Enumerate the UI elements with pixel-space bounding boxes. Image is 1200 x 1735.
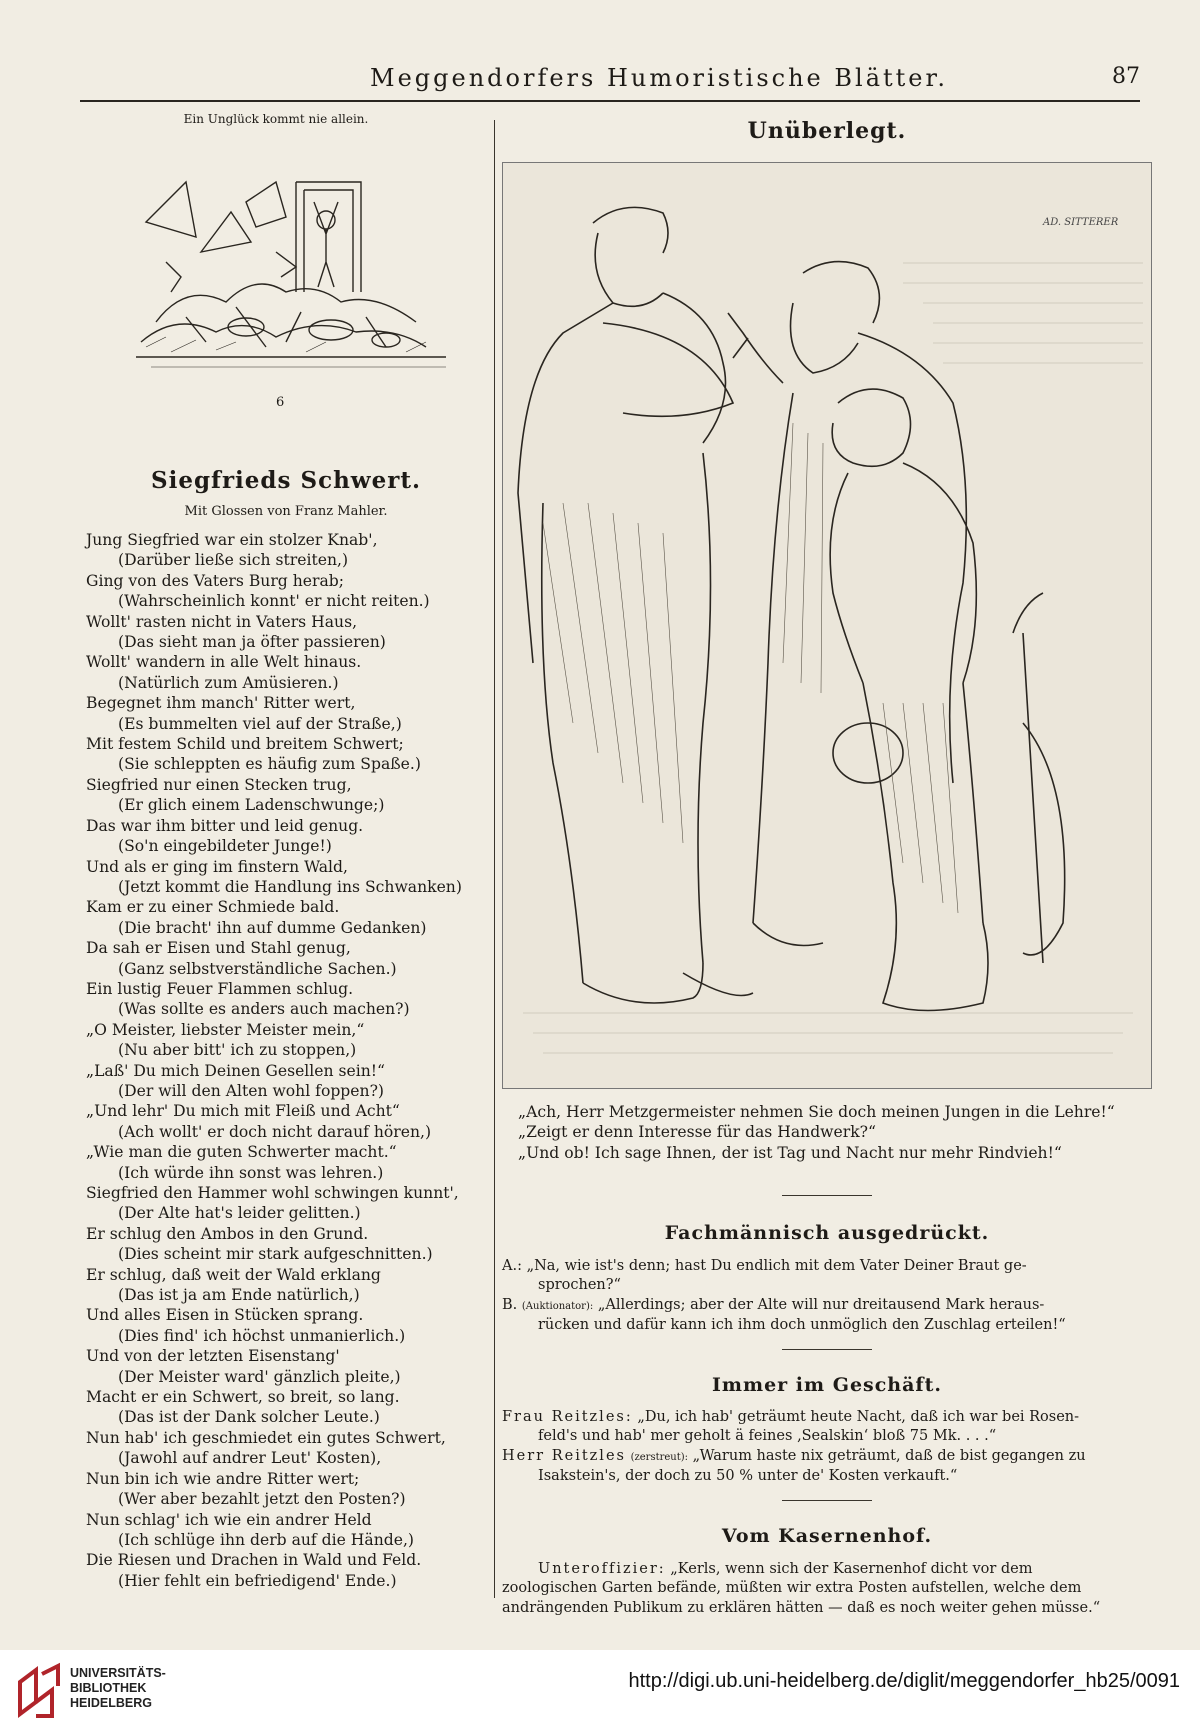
poem-line: (Das ist der Dank solcher Leute.) — [118, 1408, 380, 1427]
poem-line: Jung Siegfried war ein stolzer Knab', — [86, 531, 378, 549]
poem-line: (Das sieht man ja öfter passieren) — [118, 633, 386, 652]
poem-line: (Nu aber bitt' ich zu stoppen,) — [118, 1041, 357, 1060]
dialogue-text: Isakstein's, der doch zu 50 % unter de' Kosten verkauft.“ — [538, 1468, 958, 1485]
speaker-label: Herr Reitzles — [502, 1447, 626, 1464]
poem-line: (Ich würde ihn sonst was lehren.) — [118, 1163, 384, 1182]
left-column — [86, 112, 486, 1590]
poem-line: „Und lehr' Du mich mit Fleiß und Acht“ — [86, 1102, 400, 1121]
speaker-note: (Auktionator): — [521, 1300, 594, 1312]
poem-line: Nun bin ich wie andre Ritter wert; — [86, 1469, 360, 1488]
section-body-fachmaennisch — [502, 1257, 1142, 1336]
poem-line: (Ich schlüge ihn derb auf die Hände,) — [118, 1530, 414, 1549]
poem-line: (Er glich einem Ladenschwunge;) — [118, 796, 385, 815]
library-name — [70, 1666, 166, 1711]
poem-line: Und als er ging im finstern Wald, — [86, 857, 348, 876]
poem-line: (So'n eingebildeter Junge!) — [118, 837, 332, 856]
caption-line: „Zeigt er denn Interesse für das Handwerk?“ — [518, 1123, 876, 1142]
poem-line: Ein lustig Feuer Flammen schlug. — [86, 979, 354, 998]
dialogue-text: „Warum haste nix geträumt, daß de bist gegangen zu — [692, 1447, 1086, 1464]
poem-line: „Laß' Du mich Deinen Gesellen sein!“ — [86, 1061, 386, 1080]
section-body-geschaeft — [502, 1408, 1142, 1487]
section-separator — [782, 1500, 872, 1501]
poem-line: (Es bummelten viel auf der Straße,) — [118, 714, 402, 733]
poem-line: (Sie schleppten es häufig zum Spaße.) — [118, 755, 421, 774]
illustration-signature: AD. SITTERER — [1043, 217, 1119, 228]
cartoon-title: Unüberlegt. — [747, 118, 907, 144]
dialogue-text: rücken und dafür kann ich ihm doch unmöglich den Zuschlag erteilen!“ — [538, 1317, 1066, 1334]
poem-line: Er schlug den Ambos in den Grund. — [86, 1224, 369, 1243]
dialogue-text: „Du, ich hab' geträumt heute Nacht, daß ich war bei Rosen- — [637, 1409, 1080, 1425]
dialogue-text: „Na, wie ist's denn; hast Du endlich mit dem Vater Deiner Braut ge- — [526, 1258, 1027, 1274]
poem-subtitle: Mit Glossen von Franz Mahler. — [184, 504, 388, 519]
poem-line: (Dies scheint mir stark aufgeschnitten.) — [118, 1245, 433, 1264]
speaker-label: Unteroffizier: — [538, 1561, 666, 1577]
speaker-label: B. — [502, 1296, 518, 1313]
small-cartoon-caption: Ein Unglück kommt nie allein. — [183, 112, 369, 126]
poem-line: (Die bracht' ihn auf dumme Gedanken) — [118, 918, 427, 937]
poem-line: Die Riesen und Drachen in Wald und Feld. — [86, 1551, 422, 1570]
library-footer — [0, 1650, 1200, 1735]
poem-title: Siegfrieds Schwert. — [150, 467, 421, 494]
poem-line: Ging von des Vaters Burg herab; — [86, 571, 344, 590]
page-header — [80, 60, 1140, 102]
speaker-label: Frau Reitzles: — [502, 1409, 633, 1425]
poem-line: Siegfried nur einen Stecken trug, — [86, 775, 352, 794]
dialogue-text: andrängenden Publikum zu erklären hätten — daß es noch weiter gehen müsse.“ — [502, 1599, 1101, 1616]
poem-line: (Wer aber bezahlt jetzt den Posten?) — [118, 1490, 406, 1509]
poem-line: (Was sollte es anders auch machen?) — [118, 1000, 410, 1019]
poem-line: Wollt' rasten nicht in Vaters Haus, — [86, 612, 358, 631]
illustration-caption — [518, 1102, 1148, 1163]
poem-line: „Wie man die guten Schwerter macht.“ — [86, 1143, 397, 1162]
section-title-geschaeft: Immer im Geschäft. — [711, 1374, 942, 1396]
library-name-line: HEIDELBERG — [70, 1696, 152, 1710]
section-separator — [782, 1195, 872, 1196]
poem-line: (Dies find' ich höchst unmanierlich.) — [118, 1326, 406, 1345]
speaker-note: (zerstreut): — [630, 1451, 689, 1463]
poem-body — [86, 530, 496, 1591]
section-body-kasernenhof — [502, 1560, 1142, 1618]
poem-line: Begegnet ihm manch' Ritter wert, — [86, 694, 356, 713]
speaker-label: A.: — [502, 1258, 522, 1274]
poem-line: Und alles Eisen in Stücken sprang. — [86, 1306, 364, 1325]
poem-line: Kam er zu einer Schmiede bald. — [86, 898, 340, 917]
university-library-logo-icon — [14, 1662, 64, 1722]
poem-line: (Jawohl auf andrer Leut' Kosten), — [118, 1449, 382, 1468]
poem-line: Wollt' wandern in alle Welt hinaus. — [86, 653, 362, 672]
section-title-kasernenhof: Vom Kasernenhof. — [721, 1525, 933, 1547]
section-title-fachmaennisch: Fachmännisch ausgedrückt. — [664, 1222, 990, 1244]
dialogue-text: „Allerdings; aber der Alte will nur dreitausend Mark heraus- — [597, 1296, 1045, 1313]
dialogue-text: „Kerls, wenn sich der Kasernenhof dicht vor dem — [670, 1561, 1033, 1577]
caption-line: „Ach, Herr Metzgermeister nehmen Sie doch meinen Jungen in die Lehre!“ — [518, 1103, 1115, 1121]
caption-line: „Und ob! Ich sage Ihnen, der ist Tag und Nacht nur mehr Rindvieh!“ — [518, 1143, 1062, 1162]
page-number: 87 — [1112, 64, 1140, 89]
poem-line: Nun schlag' ich wie ein andrer Held — [86, 1510, 372, 1529]
poem-line: Da sah er Eisen und Stahl genug, — [86, 939, 351, 958]
poem-line: (Der Alte hat's leider gelitten.) — [118, 1204, 361, 1223]
poem-line: Mit festem Schild und breitem Schwert; — [86, 735, 404, 754]
poem-line: (Der will den Alten wohl foppen?) — [118, 1081, 385, 1100]
dialogue-text: sprochen?“ — [538, 1277, 621, 1294]
poem-line: (Jetzt kommt die Handlung ins Schwanken) — [118, 877, 462, 896]
library-name-line: BIBLIOTHEK — [70, 1681, 147, 1695]
poem-line: „O Meister, liebster Meister mein,“ — [86, 1020, 365, 1039]
library-name-line: UNIVERSITÄTS- — [70, 1666, 166, 1680]
poem-line: (Ganz selbstverständliche Sachen.) — [118, 959, 397, 978]
permalink-url[interactable]: http://digi.ub.uni-heidelberg.de/diglit/meggendorfer_hb25/0091 — [628, 1670, 1180, 1692]
main-illustration — [502, 162, 1152, 1089]
poem-line: Das war ihm bitter und leid genug. — [86, 816, 364, 835]
poem-line: Macht er ein Schwert, so breit, so lang. — [86, 1388, 400, 1407]
poem-line: (Hier fehlt ein befriedigend' Ende.) — [118, 1571, 397, 1590]
small-cartoon-illustration — [126, 142, 456, 382]
dialogue-text: feld's und hab' mer geholt ä feines ‚Sealskin‘ bloß 75 Mk. . . .“ — [538, 1428, 997, 1445]
poem-line: Er schlug, daß weit der Wald erklang — [86, 1265, 381, 1284]
section-separator — [782, 1349, 872, 1350]
poem-line: (Das ist ja am Ende natürlich,) — [118, 1286, 360, 1305]
poem-line: (Wahrscheinlich konnt' er nicht reiten.) — [118, 592, 430, 611]
poem-line: Und von der letzten Eisenstang' — [86, 1347, 340, 1366]
poem-line: Siegfried den Hammer wohl schwingen kunnt', — [86, 1184, 459, 1202]
dialogue-text: zoologischen Garten befände, müßten wir extra Posten aufstellen, welche dem — [502, 1580, 1082, 1597]
poem-line: (Ach wollt' er doch nicht darauf hören,) — [118, 1122, 432, 1141]
poem-line: (Natürlich zum Amüsieren.) — [118, 673, 339, 692]
figure-number: 6 — [276, 395, 285, 410]
poem-line: (Darüber ließe sich streiten,) — [118, 551, 349, 570]
poem-line: (Der Meister ward' gänzlich pleite,) — [118, 1367, 401, 1386]
journal-title: Meggendorfers Humoristische Blätter. — [370, 64, 948, 92]
poem-line: Nun hab' ich geschmiedet ein gutes Schwert, — [86, 1428, 446, 1447]
